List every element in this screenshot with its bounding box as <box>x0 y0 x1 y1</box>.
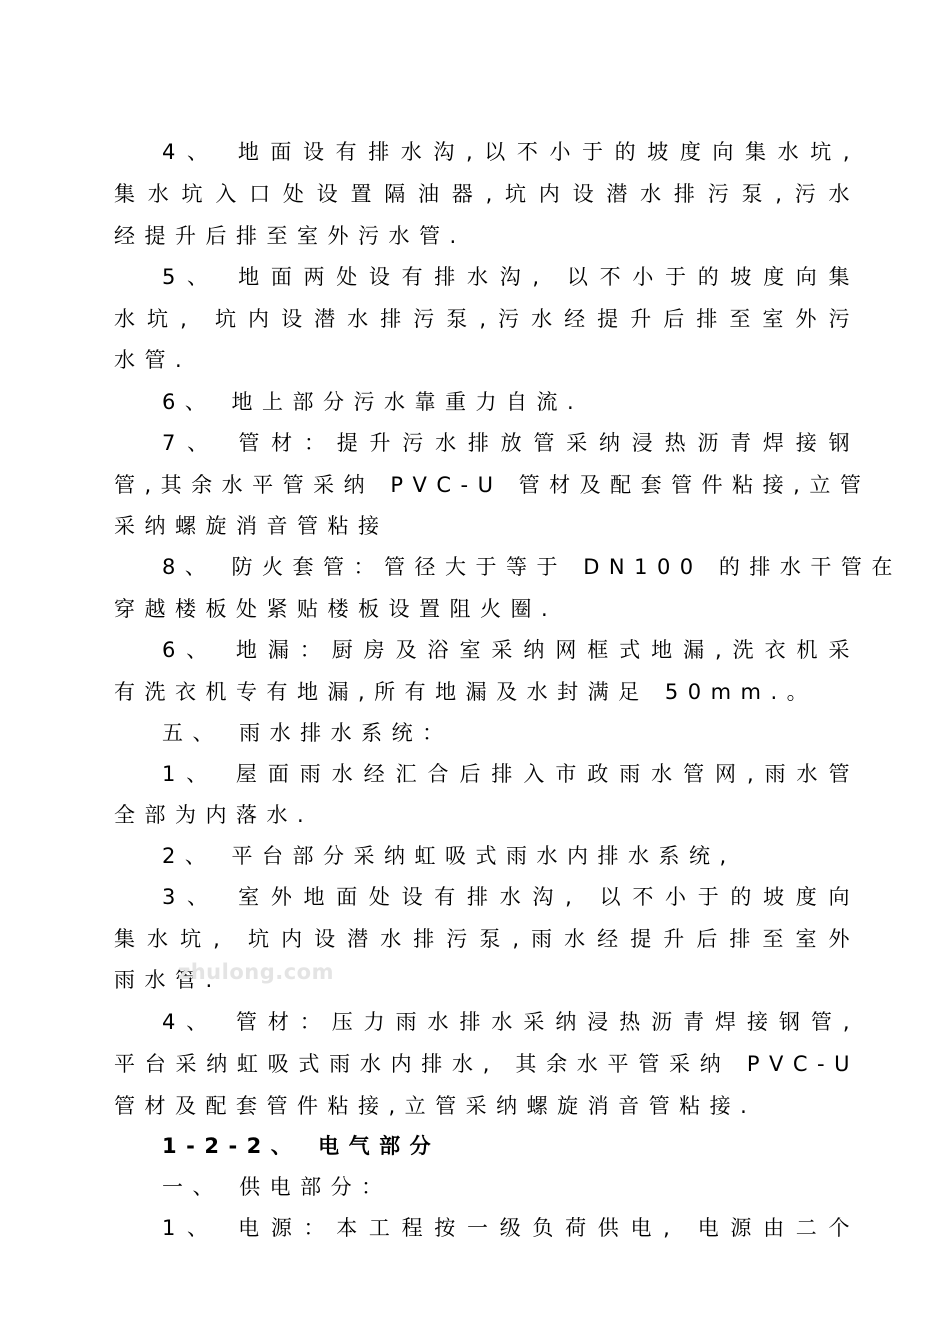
paragraph-line: 有洗衣机专有地漏,所有地漏及水封满足 50mm.。 <box>114 680 818 704</box>
paragraph-line: 平台采纳虹吸式雨水内排水, 其余水平管采纳 PVC-U <box>114 1052 859 1076</box>
subsection-heading: 一、 供电部分： <box>162 1175 392 1199</box>
paragraph-line: 管材及配套管件粘接,立管采纳螺旋消音管粘接. <box>114 1094 757 1118</box>
paragraph-line: 水坑, 坑内设潜水排污泵,污水经提升后排至室外污 <box>114 307 859 331</box>
paragraph-line: 4、 地面设有排水沟,以不小于的坡度向集水坑, <box>162 140 859 164</box>
paragraph-line: 集水坑入口处设置隔油器,坑内设潜水排污泵,污水 <box>114 182 859 206</box>
paragraph-line: 全部为内落水. <box>114 803 314 827</box>
paragraph-line: 3、 室外地面处设有排水沟, 以不小于的坡度向 <box>162 885 859 909</box>
paragraph-line: 水管. <box>114 348 192 372</box>
paragraph-line: 8、 防火套管：管径大于等于 DN100 的排水干管在 <box>162 555 902 579</box>
paragraph-line: 雨水管. <box>114 968 222 992</box>
paragraph-line: 2、 平台部分采纳虹吸式雨水内排水系统, <box>162 844 736 868</box>
section-heading: 1-2-2、 电气部分 <box>162 1134 441 1158</box>
watermark: zhulong.com <box>178 960 334 984</box>
paragraph-line: 6、 地上部分污水靠重力自流. <box>162 390 584 414</box>
paragraph-line: 5、 地面两处设有排水沟, 以不小于的坡度向集 <box>162 265 859 289</box>
paragraph-line: 集水坑, 坑内设潜水排污泵,雨水经提升后排至室外 <box>114 927 859 951</box>
paragraph-line: 管,其余水平管采纳 PVC-U 管材及配套管件粘接,立管 <box>114 473 871 497</box>
paragraph-line: 穿越楼板处紧贴楼板设置阻火圈. <box>114 597 558 621</box>
paragraph-line: 采纳螺旋消音管粘接 <box>114 514 389 538</box>
paragraph-line: 4、 管材：压力雨水排水采纳浸热沥青焊接钢管, <box>162 1010 859 1034</box>
paragraph-line: 1、 屋面雨水经汇合后排入市政雨水管网,雨水管 <box>162 762 859 786</box>
paragraph-line: 1、 电源：本工程按一级负荷供电, 电源由二个 <box>162 1216 859 1240</box>
paragraph-line: 经提升后排至室外污水管. <box>114 224 466 248</box>
section-heading: 五、 雨水排水系统： <box>162 721 453 745</box>
paragraph-line: 6、 地漏：厨房及浴室采纳网框式地漏,洗衣机采 <box>162 638 859 662</box>
paragraph-line: 7、 管材：提升污水排放管采纳浸热沥青焊接钢 <box>162 431 859 455</box>
